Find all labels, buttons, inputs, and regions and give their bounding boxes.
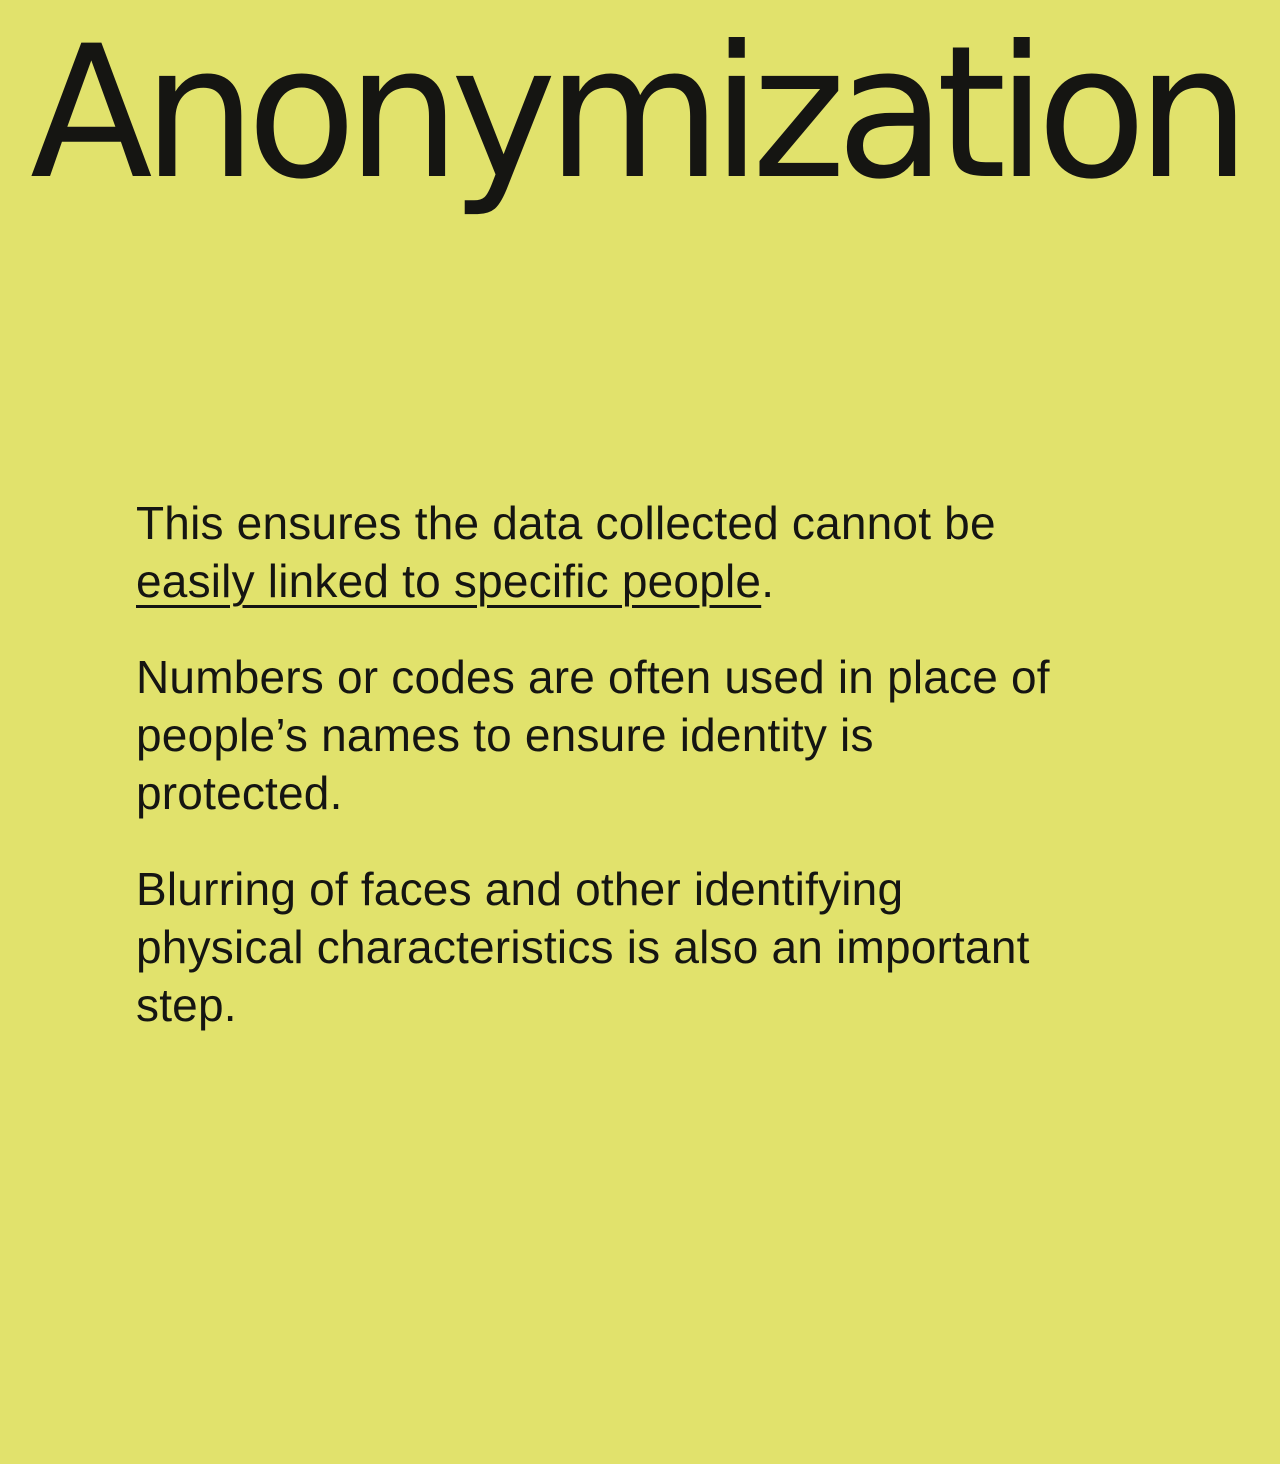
intro-paragraph: [136, 494, 1066, 610]
intro-text-before-link: This ensures the data collected cannot be: [136, 497, 996, 549]
specific-people-link[interactable]: easily linked to specific people: [136, 555, 762, 607]
page-title: Anonymization: [30, 7, 1241, 220]
blurring-paragraph: Blurring of faces and other identifying physical characteristics is also an important step.: [136, 863, 1030, 1031]
article-content: [136, 494, 1066, 1072]
identity-protection-paragraph: Numbers or codes are often used in place of people’s names to ensure identity is protected.: [136, 651, 1050, 819]
intro-text-after-link: .: [761, 555, 775, 607]
